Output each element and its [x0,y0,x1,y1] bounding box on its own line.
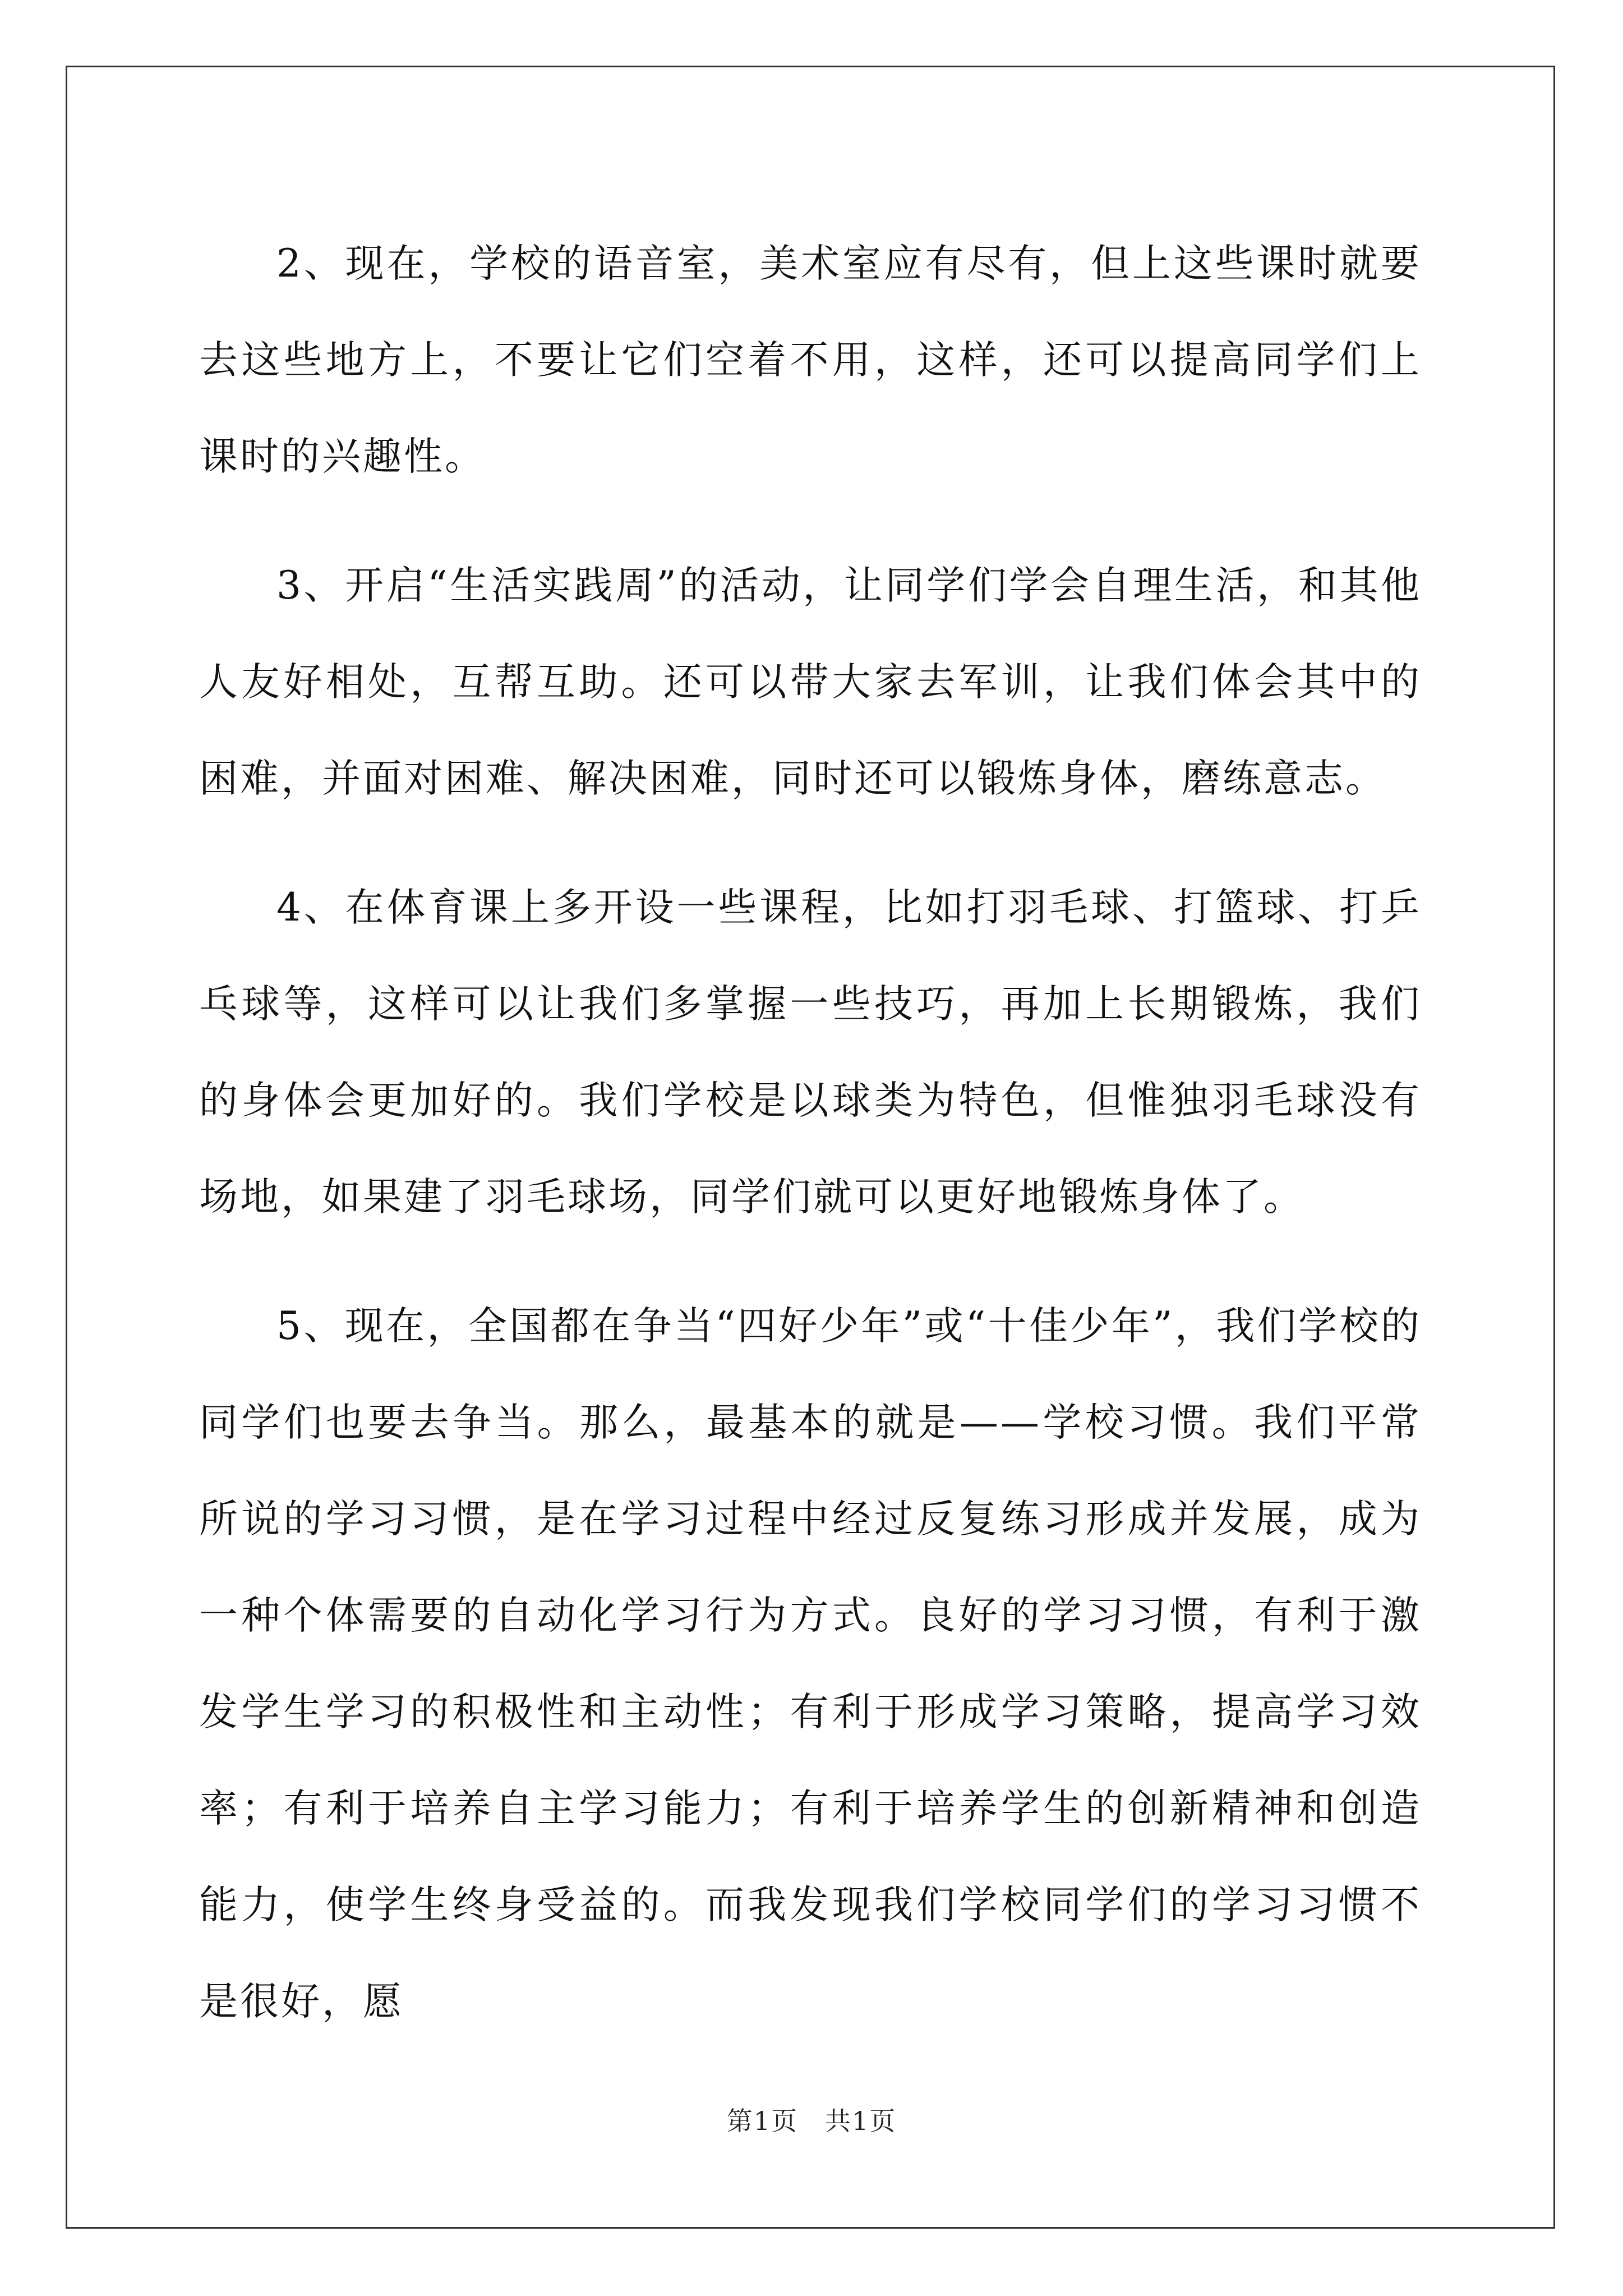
page-footer [0,2101,1623,2138]
page-total: 共1页 [825,2106,897,2136]
paragraph-3: 3、开启“生活实践周”的活动，让同学们学会自理生活，和其他人友好相处，互帮互助。还可以带大家去军训，让我们体会其中的困难，并面对困难、解决困难，同时还可以锻炼身体，磨练意志。 [199,563,1422,801]
page-number: 第1页 [726,2106,798,2136]
paragraph-5: 5、现在，全国都在争当“四好少年”或“十佳少年”，我们学校的同学们也要去争当。那么，最基本的就是——学校习惯。我们平常所说的学习习惯，是在学习过程中经过反复练习形成并发展，成为一种个体需要的自动化学习行为方式。良好的学习习惯，有利于激发学生学习的积极性和主动性；有利于形成学习策略，提高学习效率；有利于培养自主学习能力；有利于培养学生的创新精神和创造能力，使学生终身受益的。而我发现我们学校同学们的学习习惯不是很好，愿 [199,1304,1422,2024]
document-body [199,215,1422,2082]
paragraph-4: 4、在体育课上多开设一些课程，比如打羽毛球、打篮球、打乒乓球等，这样可以让我们多掌握一些技巧，再加上长期锻炼，我们的身体会更加好的。我们学校是以球类为特色，但惟独羽毛球没有场地，如果建了羽毛球场，同学们就可以更好地锻炼身体了。 [199,885,1422,1220]
paragraph-2: 2、现在，学校的语音室，美术室应有尽有，但上这些课时就要去这些地方上，不要让它们空着不用，这样，还可以提高同学们上课时的兴趣性。 [199,241,1422,479]
